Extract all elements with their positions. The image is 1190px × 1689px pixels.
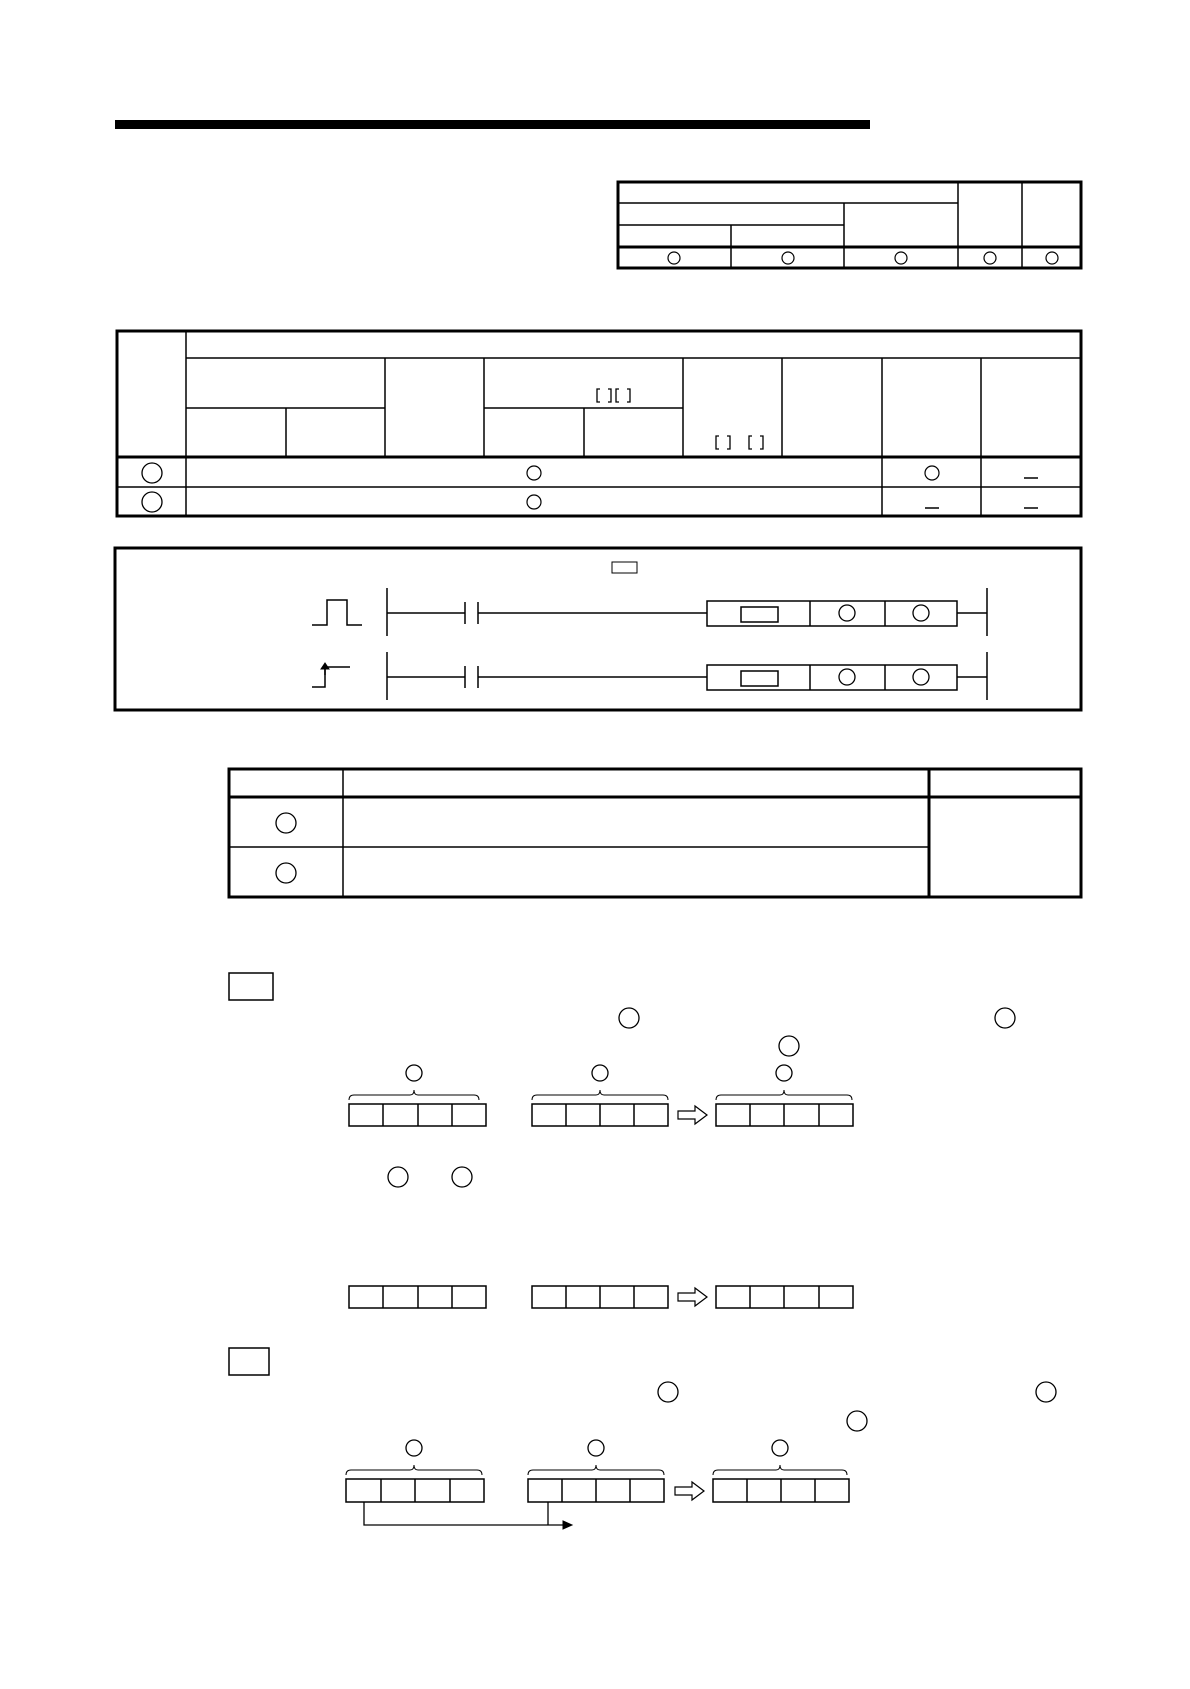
ladder-rung-2: [312, 652, 987, 700]
brace: [532, 1090, 668, 1100]
device-row1-col8: [925, 466, 939, 480]
cpu-mark-1: [668, 252, 680, 264]
ladder-rung-1: [312, 588, 987, 636]
arrow-right-icon: [678, 1106, 707, 1124]
device-row2-mark: [142, 492, 162, 512]
device-table: [117, 331, 1081, 516]
header-rule: [115, 120, 870, 129]
setting-row2-mark: [276, 863, 296, 883]
cpu-mark-4: [984, 252, 996, 264]
bit-diagram-3: [346, 1440, 849, 1529]
ref-circle: [1036, 1382, 1056, 1402]
brace: [528, 1465, 664, 1475]
device-row1-usable: [527, 466, 541, 480]
operand-1-circle: [839, 605, 855, 621]
ref-circle: [588, 1440, 604, 1456]
function-2-label-box: [229, 1348, 269, 1375]
cpu-table: [618, 182, 1081, 268]
device-row1-mark: [142, 463, 162, 483]
bit-diagram-1: [349, 1065, 853, 1126]
arrow-right-icon: [678, 1288, 707, 1306]
brace: [713, 1465, 847, 1475]
instruction-name-slot: [741, 607, 778, 622]
device-row2-usable: [527, 495, 541, 509]
bracket-icon: [597, 389, 630, 402]
cpu-mark-5: [1046, 252, 1058, 264]
cpu-mark-3: [895, 252, 907, 264]
setting-table: [229, 769, 1081, 897]
bit-diagram-2: [349, 1286, 853, 1308]
ref-circle: [388, 1167, 408, 1187]
operand-2-circle: [913, 669, 929, 685]
ref-circle: [995, 1008, 1015, 1028]
ref-circle: [658, 1382, 678, 1402]
ref-circle: [452, 1167, 472, 1187]
ref-circle: [406, 1065, 422, 1081]
ref-circle: [406, 1440, 422, 1456]
arrow-right-icon: [675, 1482, 704, 1500]
pulse-signal-icon: [312, 600, 362, 625]
function-1-label-box: [229, 973, 273, 1000]
setting-row1-mark: [276, 813, 296, 833]
operand-1-circle: [839, 669, 855, 685]
ref-circle: [619, 1008, 639, 1028]
cpu-mark-2: [782, 252, 794, 264]
instruction-placeholder-key: [612, 562, 637, 573]
ladder-box: [115, 548, 1081, 710]
bracket-icon: [716, 436, 763, 449]
brace: [346, 1465, 482, 1475]
connector-line: [364, 1502, 565, 1525]
ref-circle: [779, 1036, 799, 1056]
arrow-head-icon: [563, 1521, 572, 1529]
brace: [349, 1090, 479, 1100]
ref-circle: [772, 1440, 788, 1456]
ref-circle: [776, 1065, 792, 1081]
brace: [716, 1090, 852, 1100]
operand-2-circle: [913, 605, 929, 621]
ref-circle: [847, 1411, 867, 1431]
rising-edge-signal-icon: [312, 667, 350, 687]
instruction-name-slot: [741, 671, 778, 686]
ref-circle: [592, 1065, 608, 1081]
